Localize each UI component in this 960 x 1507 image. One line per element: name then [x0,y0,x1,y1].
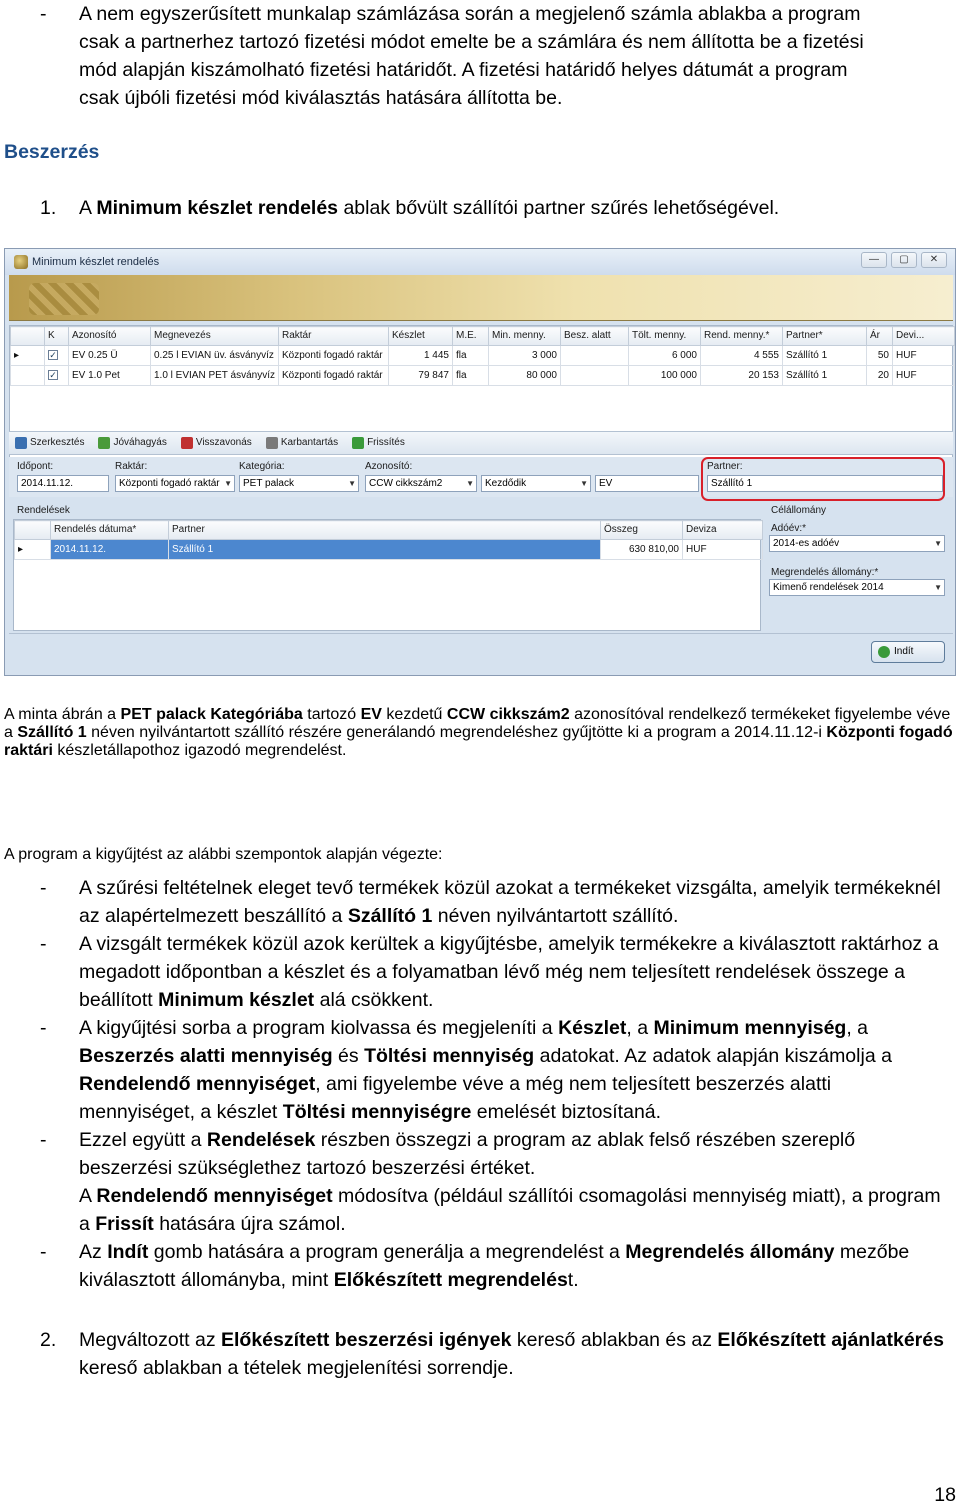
column-header[interactable]: Megnevezés [151,327,279,346]
text-run: A [79,1185,97,1207]
empty-cell [629,386,701,406]
megrendeles-label: Megrendelés állomány:* [771,567,879,578]
dash-marker: - [40,1017,47,1039]
bold-text: EV [360,706,382,723]
minimize-button[interactable]: — [861,252,887,268]
text-run: alá csökkent. [314,989,434,1011]
bullet-item [0,1014,950,1126]
table-cell: 6 000 [629,346,701,366]
empty-cell [489,406,561,426]
bold-text: Előkészített ajánlatkérés [717,1329,944,1351]
empty-cell [701,386,783,406]
bold-text: Minimum készlet [158,989,315,1011]
toolbar-button-j-v-hagy-s[interactable] [98,437,166,449]
bold-text: Minimum mennyiség [653,1017,847,1039]
text-run: adatokat. Az adatok alapján kiszámolja a [534,1045,892,1067]
raktar-label: Raktár: [115,461,148,472]
toolbar-icon [15,437,27,449]
bold-text: Töltési mennyiségre [282,1101,472,1123]
item-number: 1. [40,197,57,219]
table-cell [561,346,629,366]
table-cell: Központi fogadó raktár [279,366,389,386]
toolbar-button-friss-t-s[interactable] [352,437,405,449]
close-button[interactable]: ✕ [921,252,947,268]
bullet-text [79,930,950,1014]
play-icon [878,646,890,658]
text-run: tartozó [302,706,361,723]
row-indicator: ▸ [11,346,45,366]
bold-text: Megrendelés állomány [625,1241,835,1263]
table-cell: EV 0.25 Ü [69,346,151,366]
table-cell: EV 1.0 Pet [69,366,151,386]
column-header[interactable]: M.E. [453,327,489,346]
empty-cell [783,406,867,426]
bold-text: Rendelendő mennyiséget [96,1185,333,1207]
item2-text [79,1326,950,1382]
chevron-down-icon: ▼ [224,479,232,488]
empty-row [11,406,955,426]
empty-cell [151,386,279,406]
app-window-screenshot [4,248,956,676]
bold-text: Rendelések [206,1129,316,1151]
intro-line: A nem egyszerűsített munkalap számlázása során a megjelenő számla ablakba a program [79,3,861,25]
divider [9,633,953,634]
empty-cell [489,386,561,406]
empty-cell [629,406,701,426]
table-cell: 20 153 [701,366,783,386]
text-run: néven nyilvántartott szállító részére generálandó megrendeléshez gyűjtötte ki a program a 2014.11.12-i [86,724,827,741]
table-cell: HUF [683,540,763,560]
row-indicator: ▸ [15,540,51,560]
chevron-down-icon: ▼ [934,539,942,548]
page-number: 18 [934,1484,956,1506]
table-row[interactable] [11,346,955,366]
table-cell: 3 000 [489,346,561,366]
empty-cell [453,386,489,406]
table-cell: Központi fogadó raktár [279,346,389,366]
toolbar-label: Karbantartás [280,437,339,448]
bullet-item [0,1126,950,1238]
text-run: Megváltozott az [79,1329,221,1351]
orders-grid [13,519,761,631]
text-run: kereső ablakban és az [511,1329,718,1351]
bullet-item [0,1238,950,1294]
column-header[interactable]: Besz. alatt [561,327,629,346]
toolbar-icon [266,437,278,449]
toolbar-label: Szerkesztés [30,437,85,448]
text-run: A vizsgált termékek közül azok kerültek a kigyűjtésbe, amelyik termékekre a kiválasztott raktárhoz a megadott időpontban a készlet és a folyamatban lévő még nem teljesített rendelések összege a beállított [79,933,939,1011]
table-cell: 630 810,00 [601,540,683,560]
azonosito-select[interactable]: CCW cikkszám2 ▼ [365,475,477,492]
bold-text: PET palack Kategóriába [120,706,303,723]
text-run: , a [626,1017,654,1039]
window-titlebar [5,249,955,275]
bullet-item [0,930,950,1014]
item-text-pre: A [79,197,97,219]
item-number: 2. [40,1329,57,1351]
empty-cell [151,406,279,426]
azonosito-label: Azonosító: [365,461,413,472]
table-cell: 2014.11.12. [51,540,169,560]
kezdodik-select[interactable]: Kezdődik ▼ [481,475,591,492]
indit-button[interactable]: Indít [871,641,945,663]
orders-label: Rendelések [17,505,70,516]
text-run: gomb hatására a program generálja a megrendelést a [148,1241,626,1263]
toolbar [9,431,953,455]
column-header[interactable]: Tölt. menny. [629,327,701,346]
partner-highlight-frame [701,457,945,501]
bold-text: Előkészített megrendelés [333,1269,568,1291]
empty-cell [279,386,389,406]
table-cell: 79 847 [389,366,453,386]
intro-line: csak újbóli fizetési mód kiválasztás hatására állította be. [79,87,563,109]
paragraph-2: A program a kigyűjtést az alábbi szempontok alapján végezte: [4,846,443,863]
toolbar-button-szerkeszt-s[interactable] [15,437,84,449]
paragraph-1 [4,706,954,760]
column-header[interactable]: Készlet [389,327,453,346]
bullet-text [79,1126,950,1238]
toolbar-button-karbantart-s[interactable] [266,437,338,449]
text-run: készletállapothoz igazodó megrendelést. [52,742,347,759]
column-header[interactable]: Partner* [783,327,867,346]
item-text-bold: Minimum készlet rendelés [96,197,339,219]
partner-field[interactable]: Szállító 1 [707,475,943,492]
bullet-list [0,874,960,1294]
chevron-down-icon: ▼ [466,479,474,488]
text-run: , a [846,1017,869,1039]
bold-text: Készlet [558,1017,627,1039]
empty-cell [783,386,867,406]
empty-cell [45,406,69,426]
intro-line: mód alapján kiszámolható fizetési határidőt. A fizetési határidő helyes dátumát a program [79,59,848,81]
item-text-post: ablak bővült szállítói partner szűrés lehetőségével. [338,197,780,219]
dash-marker: - [40,933,47,955]
empty-cell [701,406,783,426]
column-header[interactable] [11,327,45,346]
text-run: hatására újra számol. [153,1213,346,1235]
text-run: és [332,1045,365,1067]
table-cell: Szállító 1 [169,540,601,560]
adoev-select[interactable]: 2014-es adóév ▼ [769,535,945,552]
dash-marker: - [40,877,47,899]
table-row[interactable] [11,366,955,386]
table-cell [45,366,69,386]
table-cell: Szállító 1 [783,346,867,366]
text-run: Az [79,1241,108,1263]
app-icon [14,255,28,269]
bold-text: Előkészített beszerzési igények [220,1329,512,1351]
column-header[interactable]: Partner [169,521,601,540]
row-checkbox[interactable]: ✓ [49,349,57,360]
column-header[interactable]: Összeg [601,521,683,540]
column-header[interactable]: Devi... [893,327,955,346]
empty-cell [893,386,955,406]
bold-text: Beszerzés alatti mennyiség [79,1045,333,1067]
empty-cell [453,406,489,426]
bold-text: Indít [107,1241,149,1263]
table-cell: 20 [867,366,893,386]
adoev-label: Adóév:* [771,523,807,534]
table-cell: 80 000 [489,366,561,386]
logo-graphic [29,283,99,315]
empty-cell [867,406,893,426]
column-header[interactable]: Raktár [279,327,389,346]
ev-field[interactable]: EV [595,475,699,492]
chevron-down-icon: ▼ [934,583,942,592]
table-cell: 0.25 l EVIAN üv. ásványvíz [151,346,279,366]
toolbar-icon [352,437,364,449]
kategoria-label: Kategória: [239,461,285,472]
empty-cell [45,386,69,406]
celallomany-label: Célállomány [771,505,827,516]
dash-marker: - [40,1129,47,1151]
text-run: A szűrési feltételnek eleget tevő termékek közül azokat a termékeket vizsgálta, amelyik termékeknél az alapértelmezett beszállító a [79,877,941,927]
dash-marker: - [40,3,47,25]
table-cell: 1 445 [389,346,453,366]
idopont-label: Időpont: [17,461,54,472]
table-cell: fla [453,346,489,366]
empty-cell [11,386,45,406]
column-header[interactable]: K [45,327,69,346]
column-header[interactable]: Min. menny. [489,327,561,346]
bullet-item [0,874,950,930]
kategoria-select[interactable]: PET palack ▼ [239,475,359,492]
column-header[interactable]: Ár [867,327,893,346]
bullet-text [79,1014,950,1126]
table-cell: 4 555 [701,346,783,366]
intro-line: csak a partnerhez tartozó fizetési módot emelte be a számlára és nem állította be a fizetési [79,31,864,53]
text-run: kezdetű [381,706,447,723]
column-header[interactable] [15,521,51,540]
bullet-text [79,1238,950,1294]
text-run: , ami figyelembe véve a még nem teljesített beszerzés alatti mennyiséget, a készlet [79,1073,832,1123]
header-banner [9,275,953,321]
empty-cell [561,406,629,426]
bold-text: Központi fogadó raktári [4,724,953,759]
text-run: mezőbe kiválasztott állományba, mint [79,1241,910,1291]
table-cell: 50 [867,346,893,366]
intro-list-item [0,0,950,112]
column-header[interactable]: Azonosító [69,327,151,346]
bold-text: Rendelendő mennyiséget [79,1073,316,1095]
bold-text: CCW cikkszám2 [446,706,570,723]
bold-text: Szállító 1 [347,905,433,927]
row-indicator [11,366,45,386]
toolbar-button-visszavon-s[interactable] [181,437,252,449]
numbered-item-2 [0,1326,950,1382]
idopont-field[interactable]: 2014.11.12. [17,475,109,492]
text-run: azonosítóval rendelkező termékeket figyelembe véve a [4,706,951,741]
empty-cell [11,406,45,426]
section-heading: Beszerzés [4,141,100,163]
text-run: módosítva (például szállítói csomagolási mennyiség miatt), a program a [79,1185,941,1235]
text-run: néven nyilvántartott szállító. [432,905,679,927]
bold-text: Töltési mennyiség [364,1045,535,1067]
empty-cell [389,386,453,406]
row-checkbox[interactable]: ✓ [49,369,57,380]
table-cell: 100 000 [629,366,701,386]
column-header[interactable]: Deviza [683,521,763,540]
table-cell [561,366,629,386]
toolbar-icon [98,437,110,449]
text-run: részben összegzi a program az ablak felső részében szereplő beszerzési szükséglethez tartozó beszerzési értéket. [79,1129,856,1179]
empty-cell [69,386,151,406]
table-cell: HUF [893,366,955,386]
text-run: A minta ábrán a [4,706,121,723]
megrendeles-select[interactable]: Kimenő rendelések 2014 ▼ [769,579,945,596]
toolbar-icon [181,437,193,449]
text-run: emelését biztosítaná. [471,1101,662,1123]
table-cell: Szállító 1 [783,366,867,386]
text-run: t. [567,1269,579,1291]
table-cell: HUF [893,346,955,366]
maximize-button[interactable]: ▢ [891,252,917,268]
chevron-down-icon: ▼ [348,479,356,488]
partner-label: Partner: [707,461,743,472]
numbered-item-1 [0,194,950,222]
target-panel [769,505,949,605]
text-run: kereső ablakban a tételek megjelenítési sorrendje. [79,1357,514,1379]
empty-cell [867,386,893,406]
empty-row [11,386,955,406]
table-cell [45,346,69,366]
window-title: Minimum készlet rendelés [32,256,160,268]
bold-text: Frissít [95,1213,154,1235]
empty-cell [69,406,151,426]
dash-marker: - [40,1241,47,1263]
text-run: A kigyűjtési sorba a program kiolvassa és megjeleníti a [79,1017,559,1039]
empty-cell [561,386,629,406]
empty-cell [893,406,955,426]
table-cell: fla [453,366,489,386]
text-run: Ezzel együtt a [79,1129,207,1151]
toolbar-label: Jóváhagyás [113,437,167,448]
empty-cell [389,406,453,426]
toolbar-label: Visszavonás [195,437,252,448]
bold-text: Szállító 1 [17,724,87,741]
chevron-down-icon: ▼ [580,479,588,488]
column-header[interactable]: Rend. menny.* [701,327,783,346]
raktar-select[interactable]: Központi fogadó raktár ▼ [115,475,235,492]
toolbar-label: Frissítés [367,437,405,448]
bullet-text [79,874,950,930]
table-cell: 1.0 l EVIAN PET ásványvíz [151,366,279,386]
empty-cell [279,406,389,426]
column-header[interactable]: Rendelés dátuma* [51,521,169,540]
table-row[interactable] [15,540,763,560]
